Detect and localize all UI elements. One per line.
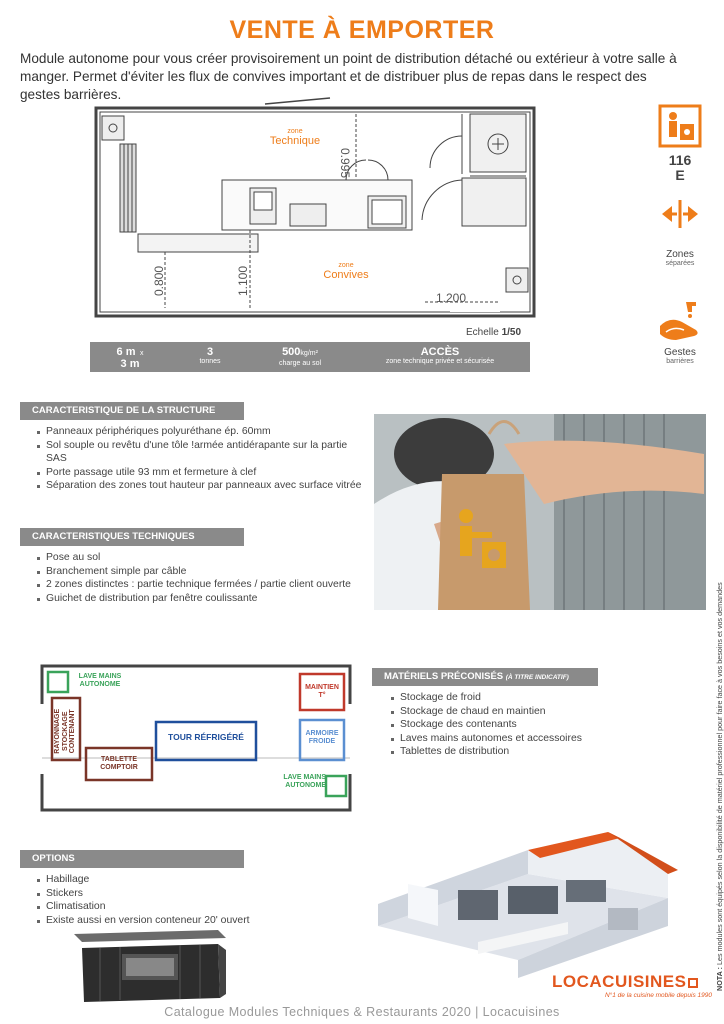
tour-label: TOUR RÉFRIGÉRÉ xyxy=(168,732,244,742)
brand-logo xyxy=(552,972,712,999)
options-header: OPTIONS xyxy=(20,850,244,868)
spec-access: ACCÈS zone technique privée et sécurisée xyxy=(385,346,495,365)
list-item: Branchement simple par câble xyxy=(36,565,366,579)
arrows-split-icon xyxy=(658,196,702,232)
tablette-label: TABLETTE COMPTOIR xyxy=(100,756,138,771)
list-item: Stockage des contenants xyxy=(390,718,690,732)
persons-icon xyxy=(658,104,702,148)
brand-tagline: N°1 de la cuisine mobile depuis 1990 xyxy=(604,992,712,999)
gestes-block xyxy=(645,300,715,365)
zones-block xyxy=(645,196,715,267)
container-illustration xyxy=(70,928,230,1004)
gestes-label: Gestes xyxy=(664,347,696,358)
floor-plan xyxy=(90,96,540,324)
persons-block xyxy=(645,104,715,183)
page-footer: Catalogue Modules Techniques & Restaurants 2020 | Locacuisines xyxy=(164,1005,560,1019)
logo-square-icon xyxy=(688,978,698,988)
structure-list xyxy=(36,425,366,493)
zone-technique-small: zone xyxy=(287,128,303,135)
armoire-label: ARMOIRE FROIDE xyxy=(305,730,339,745)
zone-convives-small: zone xyxy=(338,262,354,269)
zones-sub: séparées xyxy=(665,260,695,267)
list-item: Stickers xyxy=(36,887,336,901)
spec-dimensions: 6 m x 3 m xyxy=(116,345,144,370)
intro-text: Module autonome pour vous créer provisoirement un point de distribution détaché ou extérieur à votre salle à manger. Permet d'éviter les flux de convives important et de distribuer plus de repas dans le respect des gestes barrières. xyxy=(20,51,677,102)
open-container-drawing xyxy=(70,928,230,1004)
list-item: Stockage de chaud en maintien xyxy=(390,705,690,719)
list-item: Panneaux périphériques polyuréthane ép. 60mm xyxy=(36,425,366,439)
list-item: Porte passage utile 93 mm et fermeture à clef xyxy=(36,466,366,480)
list-item: Climatisation xyxy=(36,900,336,914)
module-3d-drawing xyxy=(368,830,690,978)
dimension-1100: 1.100 xyxy=(236,265,250,296)
zones-label: Zones xyxy=(666,249,694,260)
equipment-plan xyxy=(40,664,354,812)
structure-header: CARACTERISTIQUE DE LA STRUCTURE xyxy=(20,402,244,420)
rayonnage-label: RAYONNAGE STOCKAGE CONTENANT xyxy=(53,708,76,754)
persons-sub: E xyxy=(675,167,685,183)
module-3d-illustration xyxy=(368,830,690,978)
list-item: Guichet de distribution par fenêtre coulissante xyxy=(36,592,366,606)
techniques-header: CARACTERISTIQUES TECHNIQUES xyxy=(20,528,244,546)
materiels-list xyxy=(390,691,690,759)
maintien-label: MAINTIEN T° xyxy=(305,684,339,699)
persons-count: 116 xyxy=(668,152,692,168)
list-item: Tablettes de distribution xyxy=(390,745,690,759)
list-item: 2 zones distinctes : partie technique fermées / partie client ouverte xyxy=(36,578,366,592)
gestes-sub: barrières xyxy=(666,358,694,365)
options-list xyxy=(36,873,336,927)
list-item: Pose au sol xyxy=(36,551,366,565)
page-title: VENTE À EMPORTER xyxy=(229,16,495,44)
brand-name: LOCACUISINES xyxy=(552,972,712,992)
list-item: Habillage xyxy=(36,873,336,887)
handwash-icon xyxy=(656,300,704,342)
dimension-1200: 1.200 xyxy=(436,291,467,305)
spec-load: 500kg/m² charge au sol xyxy=(278,345,322,367)
takeaway-bag-illustration xyxy=(374,414,706,610)
materiels-header: MATÉRIELS PRÉCONISÉS (À TITRE INDICATIF) xyxy=(372,668,598,686)
list-item: Existe aussi en version conteneur 20' ouvert xyxy=(36,914,336,928)
takeaway-photo xyxy=(374,414,706,610)
techniques-list xyxy=(36,551,366,605)
spec-weight: 3 tonnes xyxy=(199,346,221,365)
list-item: Stockage de froid xyxy=(390,691,690,705)
list-item: Séparation des zones tout hauteur par panneaux avec surface vitrée xyxy=(36,479,366,493)
dimension-995: 0.995 xyxy=(338,148,352,179)
specs-bar xyxy=(90,342,530,372)
vertical-note: NOTA : Les modules sont équipés selon la disponibilité de matériel professionnel pour faire face à vos besoins et vos demandes xyxy=(715,582,724,991)
dimension-800: 0.800 xyxy=(152,265,166,296)
list-item: Sol souple ou revêtu d'une tôle !armée antidérapante sur la partie SAS xyxy=(36,439,366,466)
lave-mains-label-2: LAVE MAINS AUTONOME xyxy=(283,774,326,789)
zone-convives-label: Convives xyxy=(323,269,369,281)
list-item: Laves mains autonomes et accessoires xyxy=(390,732,690,746)
zone-technique-label: Technique xyxy=(269,135,321,147)
scale-label: Echelle 1/50 xyxy=(466,327,522,338)
lave-mains-label-1: LAVE MAINS AUTONOME xyxy=(78,673,122,688)
